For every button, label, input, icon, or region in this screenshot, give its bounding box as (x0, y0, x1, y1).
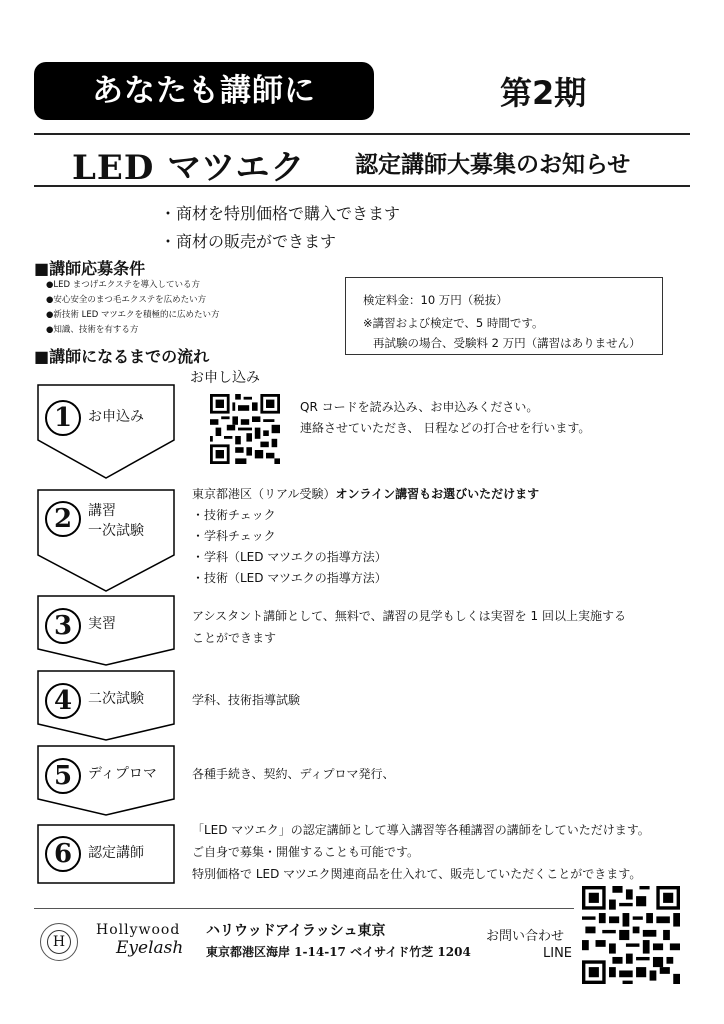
term-label: 第2期 (500, 74, 587, 112)
step-1-number: 1 (45, 400, 81, 436)
step-2-online-note: オンライン講習もお選びいただけます (335, 487, 540, 501)
step-6-detail: ご自身で募集・開催することも可能です。 (192, 845, 420, 859)
brand-name-line2: Eyelash (116, 938, 184, 958)
step-1-detail: QR コードを読み込み、お申込みください。 (300, 400, 539, 414)
condition-item: ●新技術 LED マツエクを積極的に広めたい方 (46, 310, 220, 320)
step-1-label: お申込み (88, 409, 144, 425)
fee-line: 再試験の場合、受験料 2 万円（講習はありません） (373, 336, 641, 350)
fee-line: ※講習および検定で、5 時間です。 (363, 316, 544, 330)
step-2-label-line1: 講習 (88, 503, 116, 519)
led-title: LED マツエク (72, 148, 306, 188)
company-address: 東京都港区海岸 1-14-17 ベイサイド竹芝 1204 (206, 945, 471, 959)
apply-label: お申し込み (190, 370, 260, 386)
conditions-heading: ■講師応募条件 (34, 259, 146, 278)
company-name: ハリウッドアイラッシュ東京 (206, 923, 386, 939)
step-2-detail-lead (192, 484, 539, 505)
condition-item: ●知識、技術を有する方 (46, 325, 139, 335)
benefit-item: ・商材の販売ができます (160, 232, 337, 251)
step-2-number: 2 (45, 501, 81, 537)
step-4-label: 二次試験 (88, 691, 144, 707)
step-5-detail: 各種手続き、契約、ディプロマ発行、 (192, 767, 395, 781)
flow-heading: ■講師になるまでの流れ (34, 347, 210, 366)
contact-channel: LINE (543, 946, 573, 961)
step-2-lead-text: 東京都港区（リアル受験） (192, 487, 336, 501)
benefit-item: ・商材を特別価格で購入できます (160, 204, 401, 223)
divider-top (34, 133, 690, 135)
step-5-number: 5 (45, 758, 81, 794)
step-6-detail: 特別価格で LED マツエク関連商品を仕入れて、販売していただくことができます。 (192, 867, 642, 881)
step-4-detail: 学科、技術指導試験 (192, 693, 301, 707)
step-1-detail: 連絡させていただき、 日程などの打合せを行います。 (300, 421, 591, 435)
step-4-number: 4 (45, 683, 81, 719)
step-3-number: 3 (45, 608, 81, 644)
footer-divider (34, 908, 574, 909)
step-3-detail: ことができます (192, 631, 277, 645)
line-qr-code[interactable] (582, 886, 680, 984)
step-3-detail: アシスタント講師として、無料で、講習の見学もしくは実習を 1 回以上実施する (192, 609, 626, 623)
step-2-detail: ・技術（LED マツエクの指導方法） (192, 571, 387, 585)
step-5-label: ディプロマ (88, 766, 157, 782)
step-6-number: 6 (45, 836, 81, 872)
brand-logo-icon (40, 923, 78, 961)
condition-item: ●LED まつげエクステを導入している方 (46, 280, 201, 290)
step-6-detail: 「LED マツエク」の認定講師として導入講習等各種講習の講師をしていただけます。 (192, 823, 650, 837)
divider-bottom (34, 185, 690, 187)
brand-name-line1: Hollywood (96, 922, 181, 938)
brand-logo-h-icon: H (47, 930, 71, 954)
step-2-detail: ・技術チェック (192, 508, 276, 522)
step-2-label-line2: 一次試験 (88, 523, 144, 539)
headline: あなたも講師に (92, 73, 316, 109)
qr-code[interactable] (210, 394, 280, 464)
step-6-label: 認定講師 (88, 845, 144, 861)
recruit-subtitle: 認定講師大募集のお知らせ (355, 151, 631, 178)
contact-label: お問い合わせ (486, 929, 565, 944)
step-2-detail: ・学科チェック (192, 529, 276, 543)
step-3-label: 実習 (88, 616, 116, 632)
condition-item: ●安心安全のまつ毛エクステを広めたい方 (46, 295, 207, 305)
fee-line: 検定料金：10 万円（税抜） (363, 293, 508, 307)
step-2-detail: ・学科（LED マツエクの指導方法） (192, 550, 387, 564)
